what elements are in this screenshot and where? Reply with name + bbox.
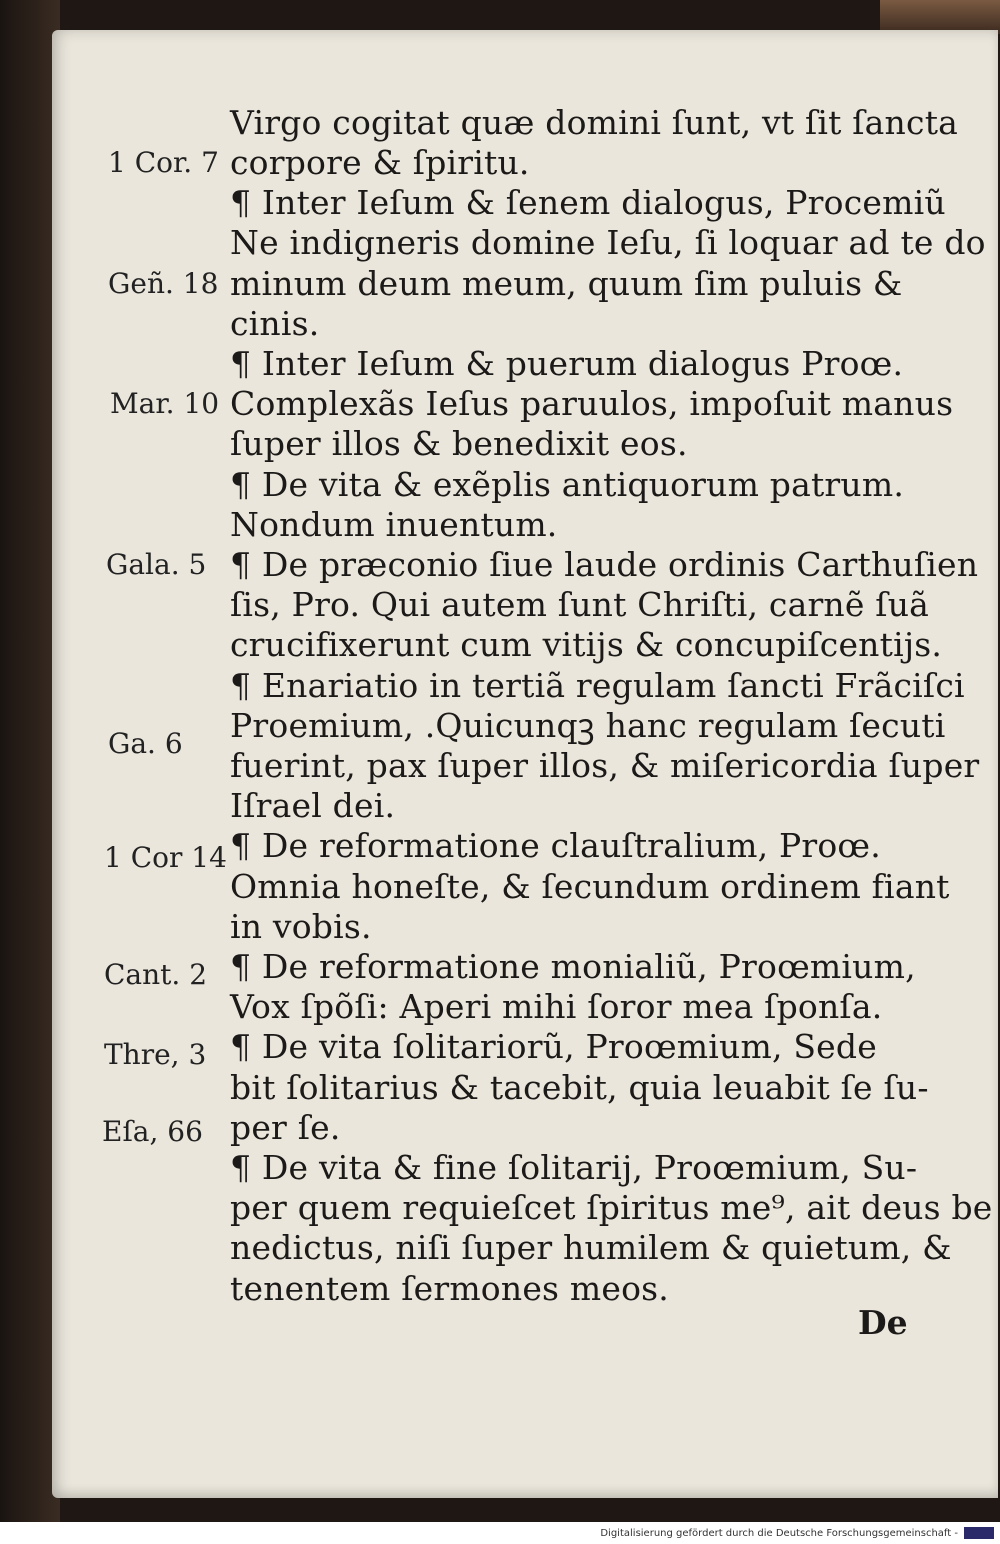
- text-line: nedictus, niſi ſuper humilem & quietum, &: [230, 1228, 952, 1267]
- text-line: Omnia honeſte, & ſecundum ordinem fiant: [230, 867, 950, 906]
- text-line: Proemium, .Quicunqꝫ hanc regulam ſecuti: [230, 706, 946, 745]
- text-line: in vobis.: [230, 907, 372, 946]
- text-line: Iſrael dei.: [230, 786, 396, 825]
- footer-credit: Digitalisierung gefördert durch die Deutsche Forschungsgemeinschaft -: [600, 1528, 958, 1539]
- text-line: per ſe.: [230, 1108, 341, 1147]
- margin-reference: Geñ. 18: [108, 267, 219, 300]
- text-line: Nondum inuentum.: [230, 505, 558, 544]
- text-line: ſis, Pro. Qui autem ſunt Chriſti, carnẽ ſuã: [230, 585, 930, 624]
- text-line: ¶ De vita & exẽplis antiquorum patrum.: [230, 465, 905, 504]
- footer-bar: [0, 1522, 1000, 1544]
- text-line: ¶ De vita & fine ſolitarij, Proœmium, Su-: [230, 1148, 918, 1187]
- text-line: fuerint, pax ſuper illos, & miſericordia ſuper: [230, 746, 980, 785]
- text-line: corpore & ſpiritu.: [230, 143, 530, 182]
- margin-reference: Mar. 10: [110, 387, 220, 420]
- text-line: Virgo cogitat quæ domini ſunt, vt ſit ſancta: [230, 103, 959, 142]
- book-edge-shadow: [0, 0, 60, 1522]
- margin-reference: Eſa, 66: [102, 1115, 203, 1148]
- text-line: ¶ De vita ſolitariorũ, Proœmium, Sede: [230, 1027, 877, 1066]
- text-line: bit ſolitarius & tacebit, quia leuabit ſe ſu-: [230, 1068, 929, 1107]
- text-line: cinis.: [230, 304, 320, 343]
- text-line: per quem requieſcet ſpiritus me⁹, ait deus be: [230, 1188, 993, 1227]
- text-line: crucifixerunt cum vitijs & concupiſcentijs.: [230, 625, 943, 664]
- catchword: De: [858, 1303, 908, 1342]
- text-line: tenentem ſermones meos.: [230, 1269, 669, 1308]
- margin-reference: Cant. 2: [104, 958, 208, 991]
- text-line: ¶ Inter Ieſum & puerum dialogus Proœ.: [230, 344, 904, 383]
- text-line: Vox ſpõſi: Aperi mihi ſoror mea ſponſa.: [230, 987, 883, 1026]
- text-line: ¶ De reformatione clauſtralium, Proœ.: [230, 826, 881, 865]
- book-top-edge: [880, 0, 1000, 34]
- text-line: ſuper illos & benedixit eos.: [230, 424, 688, 463]
- dfg-logo: [964, 1527, 994, 1539]
- text-line: ¶ Inter Ieſum & ſenem dialogus, Procemiũ: [230, 183, 946, 222]
- margin-reference: 1 Cor 14: [104, 841, 227, 874]
- margin-reference: Ga. 6: [108, 727, 183, 760]
- margin-reference: Gala. 5: [106, 548, 207, 581]
- text-line: ¶ Enariatio in tertiã regulam ſancti Frãciſci: [230, 666, 965, 705]
- text-line: Complexãs Ieſus paruulos, impoſuit manus: [230, 384, 954, 423]
- text-line: ¶ De præconio ſiue laude ordinis Carthuſien: [230, 545, 979, 584]
- margin-reference: Thre, 3: [104, 1038, 207, 1071]
- text-line: ¶ De reformatione monialiũ, Proœmium,: [230, 947, 916, 986]
- text-line: minum deum meum, quum ſim puluis &: [230, 264, 903, 303]
- margin-reference: 1 Cor. 7: [108, 146, 219, 179]
- text-line: Ne indigneris domine Ieſu, ſi loquar ad te do: [230, 223, 986, 262]
